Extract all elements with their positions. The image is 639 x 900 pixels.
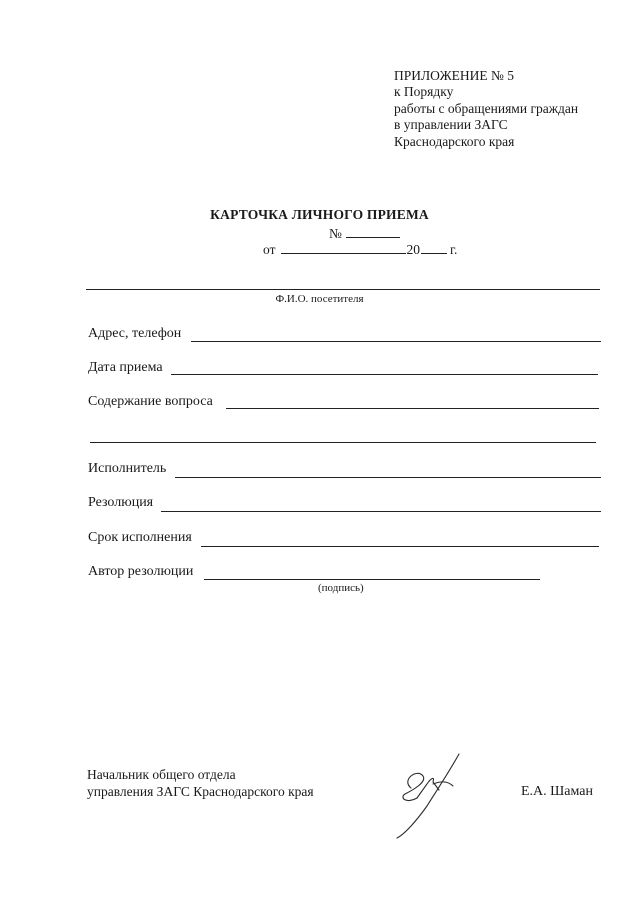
deadline-label: Срок исполнения — [88, 530, 192, 545]
year-blank — [421, 242, 447, 254]
card-number-line — [329, 226, 400, 242]
appendix-line-4: в управлении ЗАГС — [394, 117, 508, 133]
question-label: Содержание вопроса — [88, 394, 213, 409]
question-rule-2 — [90, 442, 596, 443]
resolution-label: Резолюция — [88, 495, 154, 510]
signature-caption: (подпись) — [318, 582, 364, 594]
appendix-line-5: Краснодарского края — [394, 133, 515, 149]
address-rule — [191, 341, 601, 342]
executor-label: Исполнитель — [88, 461, 167, 476]
appendix-line-1: ПРИЛОЖЕНИЕ № 5 — [394, 68, 515, 83]
author-label: Автор резолюции — [88, 564, 194, 579]
appendix-block — [394, 68, 578, 150]
date-prefix: от — [263, 242, 276, 257]
footer-block — [87, 766, 314, 800]
card-title: КАРТОЧКА ЛИЧНОГО ПРИЕМА — [210, 207, 429, 222]
reception-date-rule — [171, 374, 598, 375]
signer-name: Е.А. Шаман — [521, 784, 593, 799]
question-rule — [226, 408, 599, 409]
footer-line-2: управления ЗАГС Краснодарского края — [87, 784, 314, 799]
executor-rule — [175, 477, 601, 478]
author-rule — [204, 579, 540, 580]
fio-rule — [86, 289, 600, 290]
signature-icon — [383, 750, 463, 840]
number-label: № — [329, 226, 342, 241]
appendix-line-3: работы с обращениями граждан — [394, 100, 579, 116]
deadline-rule — [201, 546, 599, 547]
appendix-line-2: к Порядку — [394, 84, 454, 100]
year-prefix: 20 — [406, 242, 420, 257]
resolution-rule — [161, 511, 601, 512]
date-blank — [281, 242, 406, 254]
fio-caption: Ф.И.О. посетителя — [275, 293, 364, 305]
year-suffix: г. — [449, 242, 458, 257]
footer-line-1: Начальник общего отдела — [87, 767, 236, 782]
reception-date-label: Дата приема — [88, 360, 163, 375]
card-date-line — [263, 242, 457, 258]
number-blank — [346, 226, 400, 238]
address-label: Адрес, телефон — [88, 326, 182, 341]
